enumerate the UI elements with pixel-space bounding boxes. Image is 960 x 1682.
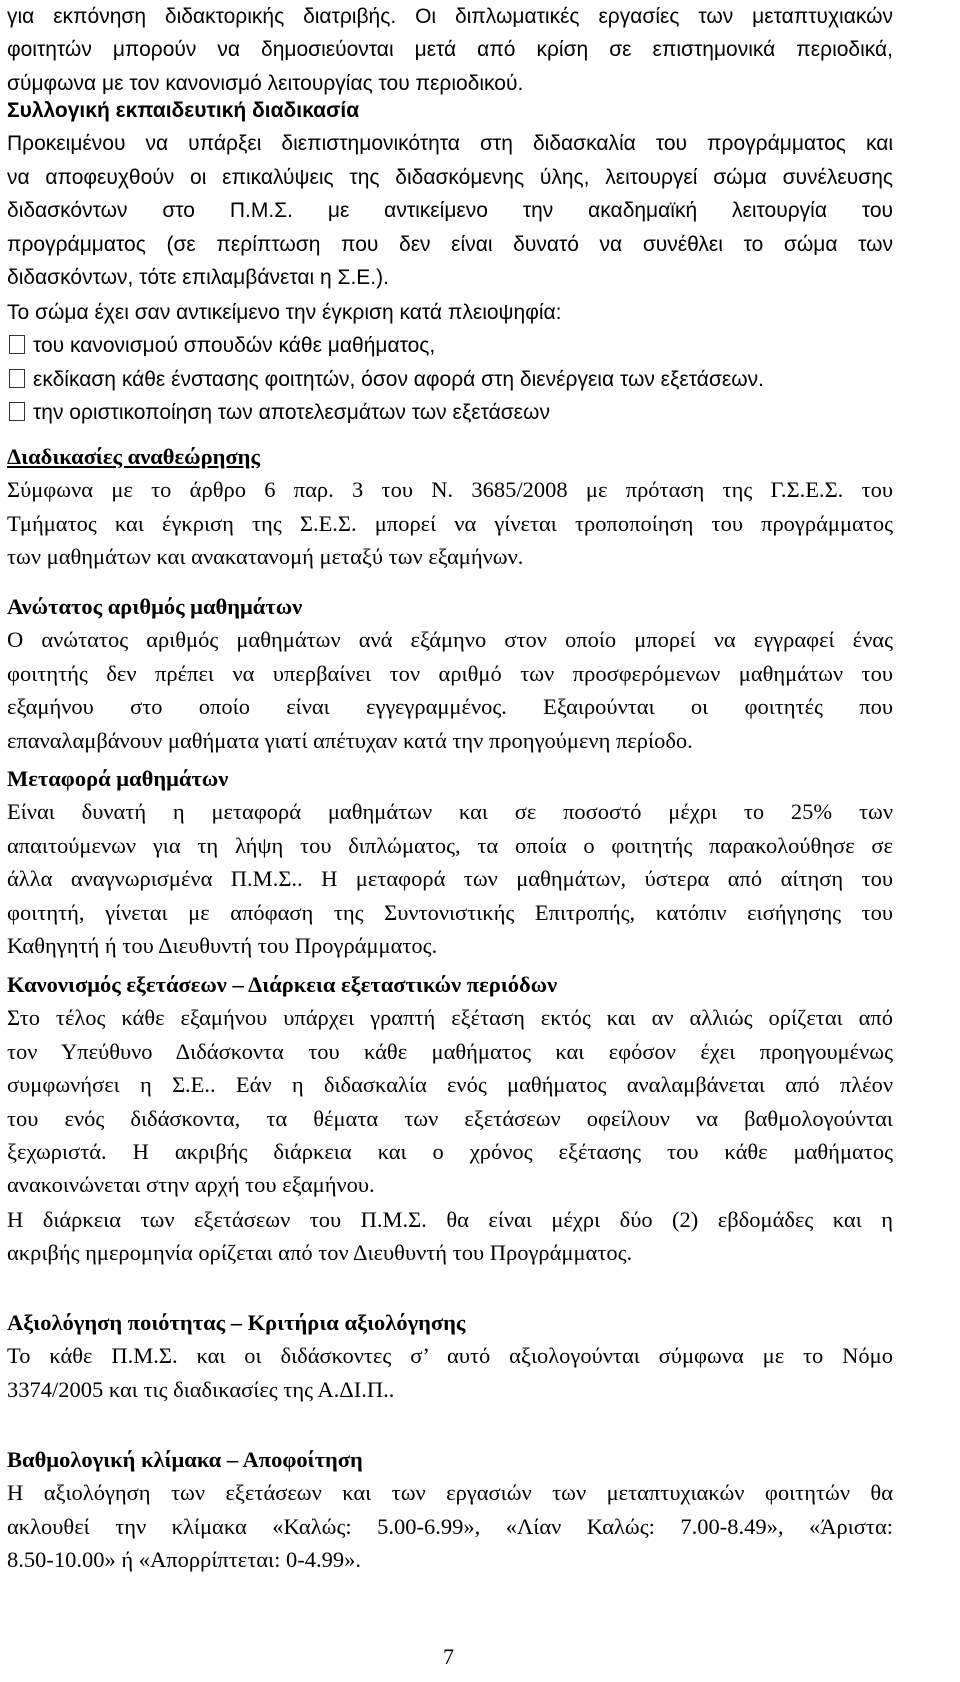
approval-item (7, 329, 893, 362)
exams-line: τον Υπεύθυνο Διδάσκοντα του κάθε μαθήματος και εφόσον έχει προηγουμένως (7, 1038, 893, 1064)
exams-section (7, 968, 893, 1202)
transfer-line: απαιτούμενων για τη λήψη του διπλώματος, τα οποία ο φοιτητής παρακολούθησε σε (7, 832, 893, 858)
approval-item (7, 396, 893, 429)
grading-section (7, 1443, 893, 1577)
collective-line: διδασκόντων, τότε επιλαμβάνεται η Σ.Ε.). (7, 266, 389, 290)
collective-section (7, 94, 893, 294)
transfer-line: Είναι δυνατή η μεταφορά μαθημάτων και σε ποσοστό μέχρι το 25% των (7, 799, 893, 825)
intro-paragraph (7, 0, 893, 100)
approval-item-text: την οριστικοποίηση των αποτελεσμάτων των εξετάσεων (33, 401, 550, 425)
page-number: 7 (443, 1644, 454, 1669)
max-courses-heading: Ανώτατος αριθμός μαθημάτων (7, 594, 303, 619)
max-courses-line: εξαμήνου στο οποίο είναι εγγεγραμμένος. Εξαιρούνται οι φοιτητές που (7, 694, 893, 720)
exam-duration-line: Η διάρκεια των εξετάσεων του Π.Μ.Σ. θα είναι μέχρι δύο (2) εβδομάδες και η (7, 1207, 893, 1232)
transfer-line: Καθηγητή ή του Διευθυντή του Προγράμματος. (7, 933, 438, 959)
max-courses-line: επαναλαμβάνουν μαθήματα γιατί απέτυχαν κατά την προηγούμενη περίοδο. (7, 727, 693, 753)
box-bullet-icon (9, 335, 25, 354)
revision-line: Σύμφωνα με το άρθρο 6 παρ. 3 του Ν. 3685/2008 με πρόταση της Γ.Σ.Ε.Σ. του (7, 477, 893, 503)
intro-line: για εκπόνηση διδακτορικής διατριβής. Οι διπλωματικές εργασίες των μεταπτυχιακών (7, 5, 893, 28)
approval-item (7, 363, 893, 396)
box-bullet-icon (9, 369, 25, 388)
collective-heading: Συλλογική εκπαιδευτική διαδικασία (7, 99, 360, 122)
quality-line: Το κάθε Π.Μ.Σ. και οι διδάσκοντες σ’ αυτό αξιολογούνται σύμφωνα με το Νόμο (7, 1343, 893, 1369)
collective-line: προγράμματος (σε περίπτωση που δεν είναι δυνατό να συνέθλει το σώμα των (7, 232, 893, 256)
approval-item-text: του κανονισμού σπουδών κάθε μαθήματος, (33, 334, 436, 358)
max-courses-line: Ο ανώτατος αριθμός μαθημάτων ανά εξάμηνο στον οποίο μπορεί να εγγραφεί ένας (7, 627, 893, 653)
exams-line: συμφωνήσει η Σ.Ε.. Εάν η διδασκαλία ενός μαθήματος αναλαμβάνεται από πλέον (7, 1072, 893, 1098)
quality-section (7, 1306, 893, 1406)
exam-duration-paragraph (7, 1203, 893, 1270)
max-courses-section (7, 590, 893, 757)
intro-line: φοιτητών μπορούν να δημοσιεύονται μετά από κρίση σε επιστημονικά περιοδικά, (7, 38, 893, 62)
transfer-heading: Μεταφορά μαθημάτων (7, 766, 229, 791)
exams-line: ξεχωριστά. Η ακριβής διάρκεια και ο χρόνος εξέτασης του κάθε μαθήματος (7, 1139, 893, 1165)
grading-heading: Βαθμολογική κλίμακα – Αποφοίτηση (7, 1447, 363, 1472)
quality-line: 3374/2005 και τις διαδικασίες της Α.ΔΙ.Π.. (7, 1376, 395, 1402)
revision-section (7, 440, 893, 574)
exams-line: ανακοινώνεται στην αρχή του εξαμήνου. (7, 1172, 375, 1198)
collective-line: Προκειμένου να υπάρξει διεπιστημονικότητα στη διδασκαλία του προγράμματος και (7, 132, 893, 156)
intro-line: σύμφωνα με τον κανονισμό λειτουργίας του περιοδικού. (7, 71, 524, 95)
grading-line: Η αξιολόγηση των εξετάσεων και των εργασιών των μεταπτυχιακών φοιτητών θα (7, 1480, 893, 1506)
transfer-line: άλλα αναγνωρισμένα Π.Μ.Σ.. Η μεταφορά των μαθημάτων, ύστερα από αίτηση του (7, 866, 893, 892)
exam-duration-line: ακριβής ημερομηνία ορίζεται από τον Διευθυντή του Προγράμματος. (7, 1240, 633, 1266)
approval-item-text: εκδίκαση κάθε ένστασης φοιτητών, όσον αφορά στη διενέργεια των εξετάσεων. (33, 367, 764, 391)
exams-heading: Κανονισμός εξετάσεων – Διάρκεια εξεταστικών περιόδων (7, 972, 558, 997)
exams-line: του ενός διδάσκοντα, τα θέματα των εξετάσεων οφείλουν να βαθμολογούνται (7, 1105, 893, 1131)
collective-line: να αποφευχθούν οι επικαλύψεις της διδασκόμενης ύλης, λειτουργεί σώμα συνέλευσης (7, 165, 893, 189)
exams-line: Στο τέλος κάθε εξαμήνου υπάρχει γραπτή εξέταση εκτός και αν αλλιώς ορίζεται από (7, 1005, 893, 1031)
box-bullet-icon (9, 402, 25, 421)
grading-line: ακλουθεί την κλίμακα «Καλώς: 5.00-6.99», «Λίαν Καλώς: 7.00-8.49», «Άριστα: (7, 1513, 893, 1539)
transfer-line: φοιτητή, γίνεται με απόφαση της Συντονιστικής Επιτροπής, κατόπιν εισήγησης του (7, 899, 893, 925)
approval-section (7, 296, 893, 430)
collective-line: διδασκόντων στο Π.Μ.Σ. με αντικείμενο την ακαδημαϊκή λειτουργία του (7, 199, 893, 223)
grading-line: 8.50-10.00» ή «Απορρίπτεται: 0-4.99». (7, 1547, 361, 1573)
revision-heading: Διαδικασίες αναθεώρησης (7, 444, 260, 469)
approval-intro: Το σώμα έχει σαν αντικείμενο την έγκριση κατά πλειοψηφία: (7, 301, 562, 324)
revision-line: των μαθημάτων και ανακατανομή μεταξύ των εξαμήνων. (7, 544, 524, 570)
revision-line: Τμήματος και έγκριση της Σ.Ε.Σ. μπορεί να γίνεται τροποποίηση του προγράμματος (7, 510, 893, 536)
transfer-section (7, 762, 893, 962)
max-courses-line: φοιτητής δεν πρέπει να υπερβαίνει τον αριθμό των προσφερόμενων μαθημάτων του (7, 660, 893, 686)
quality-heading: Αξιολόγηση ποιότητας – Κριτήρια αξιολόγησης (7, 1310, 466, 1335)
